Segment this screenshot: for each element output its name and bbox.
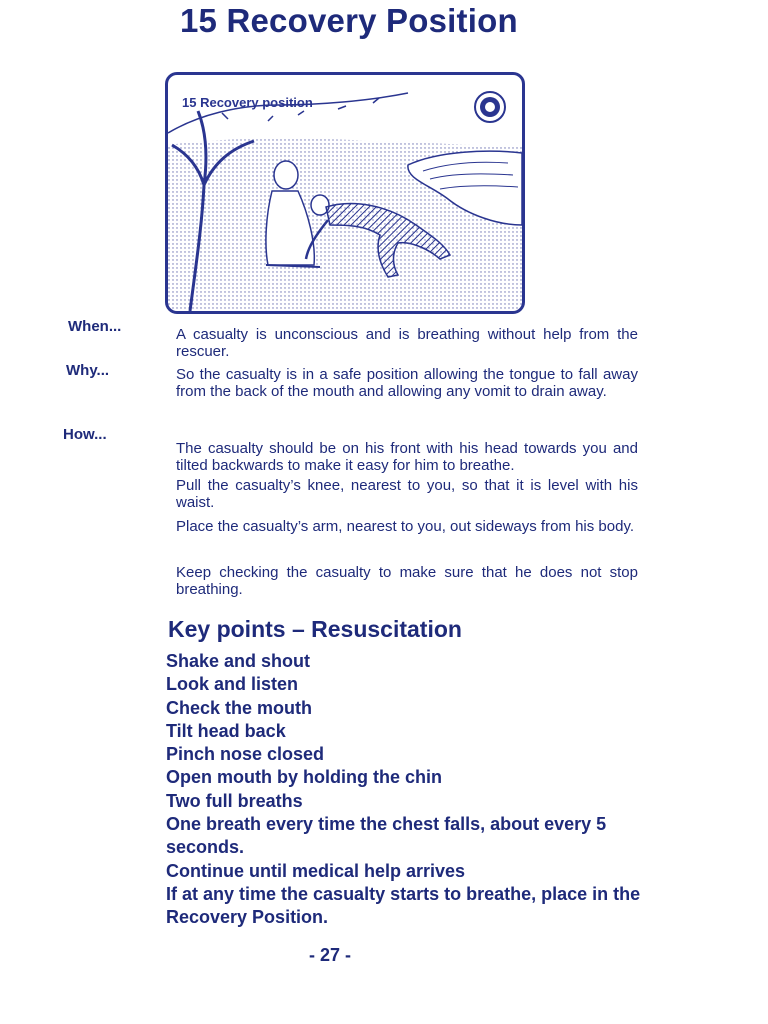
how-paragraph: Place the casualty’s arm, nearest to you, out sideways from his body. [176,518,634,535]
recovery-position-illustration [165,72,525,314]
when-label: When... [68,318,122,335]
key-point-item: If at any time the casualty starts to breathe, place in the Recovery Position. [166,883,641,928]
key-point-item: Two full breaths [166,790,303,811]
emblem-icon [475,92,505,122]
key-points-heading: Key points – Resuscitation [168,616,462,642]
how-paragraph: Pull the casualty’s knee, nearest to you, so that it is level with his waist. [176,477,638,511]
why-text: So the casualty is in a safe position allowing the tongue to fall away from the back of the mouth and allowing any vomit to drain away. [176,366,638,400]
key-point-item: Check the mouth [166,697,313,718]
how-paragraph: The casualty should be on his front with his head towards you and tilted backwards to make it easy for him to breathe. [176,440,638,474]
how-label: How... [63,426,107,443]
illustration-svg [168,75,522,311]
key-point-item: Open mouth by holding the chin [166,767,442,788]
page-title: 15 Recovery Position [180,2,518,39]
how-paragraph: Keep checking the casualty to make sure that he does not stop breathing. [176,564,638,598]
why-label: Why... [66,362,110,379]
key-point-item: Look and listen [166,674,299,695]
when-text: A casualty is unconscious and is breathing without help from the rescuer. [176,326,638,360]
page-number: - 27 - [308,945,351,965]
key-point-item: Tilt head back [166,720,286,741]
key-points-list [166,650,646,930]
key-point-item: Pinch nose closed [166,744,325,765]
key-point-item: One breath every time the chest falls, about every 5 seconds. [166,814,607,858]
key-point-item: Shake and shout [166,651,311,671]
key-point-item: Continue until medical help arrives [166,860,466,881]
figure-caption: 15 Recovery position [182,95,313,110]
